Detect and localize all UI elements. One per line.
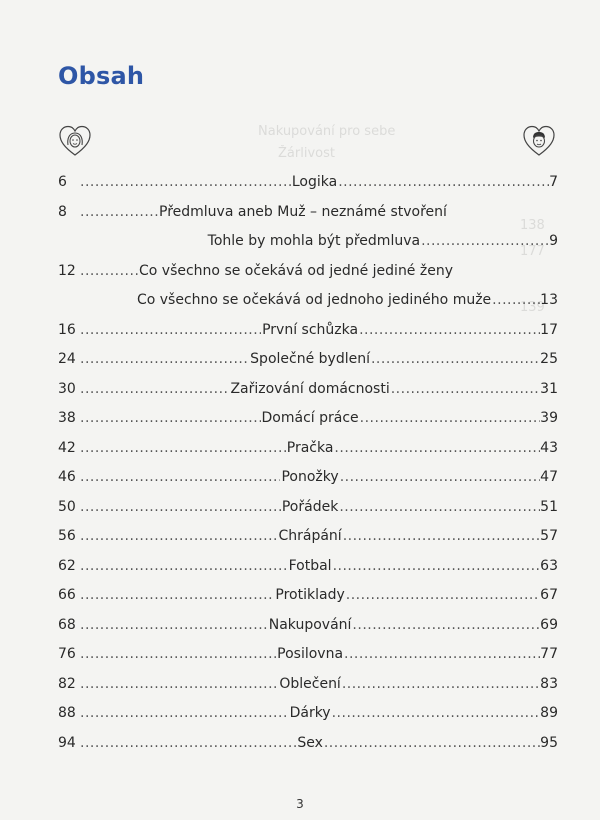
- leader-dots: [371, 351, 540, 367]
- leader-dots: [80, 381, 229, 397]
- toc-end-page: 9: [549, 233, 558, 249]
- leader-dots: [360, 410, 541, 426]
- toc-chapter-title: Předmluva aneb Muž – neznámé stvoření: [159, 203, 447, 220]
- toc-chapter-title: Posilovna: [277, 646, 344, 662]
- toc-start-page: 42: [58, 439, 76, 456]
- leader-dots: [80, 410, 261, 426]
- leader-dots: [342, 676, 540, 692]
- toc-chapter-title: Nakupování: [268, 616, 352, 633]
- leader-dots: [80, 440, 286, 456]
- toc-chapter-title: Co všechno se očekává od jedné jediné ženy: [139, 262, 453, 279]
- bleed-through-text: 138: [520, 218, 545, 233]
- leader-dots: [80, 204, 158, 220]
- toc-entry: [58, 558, 558, 588]
- toc-start-page: 56: [58, 528, 76, 544]
- toc-entry: [58, 410, 558, 440]
- toc-chapter-title: Pračka: [286, 439, 334, 456]
- toc-entry: [58, 322, 558, 352]
- leader-dots: [80, 174, 291, 190]
- leader-dots: [391, 381, 540, 397]
- toc-start-page: 88: [58, 705, 76, 721]
- toc-entry: [58, 676, 558, 706]
- page-number: 3: [296, 797, 304, 811]
- toc-chapter-title: Oblečení: [279, 675, 341, 692]
- toc-end-page: 95: [540, 734, 558, 751]
- table-of-contents: [58, 174, 558, 764]
- toc-end-page: 39: [540, 410, 558, 426]
- toc-start-page: 62: [58, 557, 76, 574]
- toc-chapter-title: Sex: [297, 734, 323, 751]
- toc-start-page: 46: [58, 469, 76, 485]
- toc-entry: [58, 735, 558, 765]
- page-title: Obsah: [58, 62, 145, 90]
- toc-chapter-title: Protiklady: [275, 587, 345, 603]
- bleed-through-text: 139: [520, 300, 545, 315]
- leader-dots: [80, 617, 268, 633]
- toc-entry: [58, 499, 558, 529]
- bleed-through-text: Nakupování pro sebe: [258, 124, 396, 139]
- leader-dots: [343, 528, 540, 544]
- toc-start-page: 8: [58, 203, 67, 220]
- toc-entry: [58, 440, 558, 470]
- toc-entry: [58, 263, 558, 293]
- toc-entry: [58, 705, 558, 735]
- leader-dots: [339, 499, 540, 515]
- bleed-through-text: Žárlivost: [278, 146, 335, 161]
- toc-entry-continuation: [58, 233, 558, 263]
- toc-entry: [58, 587, 558, 617]
- leader-dots: [80, 322, 261, 338]
- toc-entry: [58, 204, 558, 234]
- man-heart-icon: [522, 124, 556, 158]
- toc-entry: [58, 617, 558, 647]
- toc-entry: [58, 381, 558, 411]
- toc-start-page: 38: [58, 410, 76, 426]
- leader-dots: [80, 676, 278, 692]
- leader-dots: [359, 322, 540, 338]
- toc-chapter-title: Chrápání: [278, 528, 342, 544]
- toc-chapter-title: Společné bydlení: [250, 351, 370, 367]
- toc-entry: [58, 469, 558, 499]
- toc-entry-continuation: [58, 292, 558, 322]
- leader-dots: [80, 263, 138, 279]
- leader-dots: [421, 233, 549, 249]
- toc-end-page: 77: [540, 646, 558, 662]
- toc-chapter-title: Domácí práce: [261, 410, 359, 426]
- toc-chapter-title: Tohle by mohla být předmluva: [207, 233, 421, 249]
- toc-entry: [58, 528, 558, 558]
- toc-end-page: 51: [540, 498, 558, 515]
- toc-entry: [58, 174, 558, 204]
- toc-chapter-title: Ponožky: [281, 469, 339, 485]
- toc-start-page: 16: [58, 321, 76, 338]
- toc-start-page: 66: [58, 587, 76, 603]
- toc-chapter-title: Logika: [291, 174, 338, 190]
- leader-dots: [492, 292, 540, 308]
- toc-end-page: 17: [540, 321, 558, 338]
- leader-dots: [80, 646, 276, 662]
- woman-heart-icon: [58, 124, 92, 158]
- toc-end-page: 57: [540, 528, 558, 544]
- toc-end-page: 69: [540, 616, 558, 633]
- toc-end-page: 25: [540, 351, 558, 367]
- toc-chapter-title: Dárky: [289, 705, 331, 721]
- bleed-through-text: 177: [520, 244, 545, 259]
- toc-chapter-title: Co všechno se očekává od jednoho jediného muže: [136, 292, 492, 308]
- toc-chapter-title: Pořádek: [281, 498, 339, 515]
- leader-dots: [352, 617, 540, 633]
- toc-start-page: 82: [58, 675, 76, 692]
- toc-start-page: 68: [58, 616, 76, 633]
- leader-dots: [80, 528, 277, 544]
- toc-end-page: 7: [549, 174, 558, 190]
- leader-dots: [332, 705, 541, 721]
- leader-dots: [80, 499, 281, 515]
- toc-entry: [58, 351, 558, 381]
- leader-dots: [340, 469, 540, 485]
- leader-dots: [80, 351, 249, 367]
- leader-dots: [80, 558, 288, 574]
- leader-dots: [80, 705, 289, 721]
- toc-end-page: 63: [540, 557, 558, 574]
- toc-start-page: 24: [58, 351, 76, 367]
- leader-dots: [344, 646, 540, 662]
- toc-start-page: 6: [58, 174, 67, 190]
- toc-chapter-title: Fotbal: [288, 557, 332, 574]
- toc-end-page: 31: [540, 380, 558, 397]
- toc-end-page: 43: [540, 439, 558, 456]
- toc-entry: [58, 646, 558, 676]
- toc-chapter-title: První schůzka: [262, 321, 359, 338]
- toc-start-page: 12: [58, 262, 76, 279]
- toc-start-page: 30: [58, 380, 76, 397]
- leader-dots: [324, 735, 540, 751]
- toc-start-page: 94: [58, 734, 76, 751]
- leader-dots: [80, 469, 280, 485]
- leader-dots: [80, 587, 274, 603]
- leader-dots: [333, 558, 541, 574]
- leader-dots: [338, 174, 549, 190]
- leader-dots: [80, 735, 296, 751]
- leader-dots: [334, 440, 540, 456]
- toc-end-page: 83: [540, 675, 558, 692]
- toc-end-page: 13: [540, 292, 558, 308]
- toc-end-page: 67: [540, 587, 558, 603]
- toc-end-page: 47: [540, 469, 558, 485]
- toc-chapter-title: Zařizování domácnosti: [230, 380, 390, 397]
- toc-end-page: 89: [540, 705, 558, 721]
- leader-dots: [346, 587, 540, 603]
- toc-start-page: 50: [58, 498, 76, 515]
- toc-start-page: 76: [58, 646, 76, 662]
